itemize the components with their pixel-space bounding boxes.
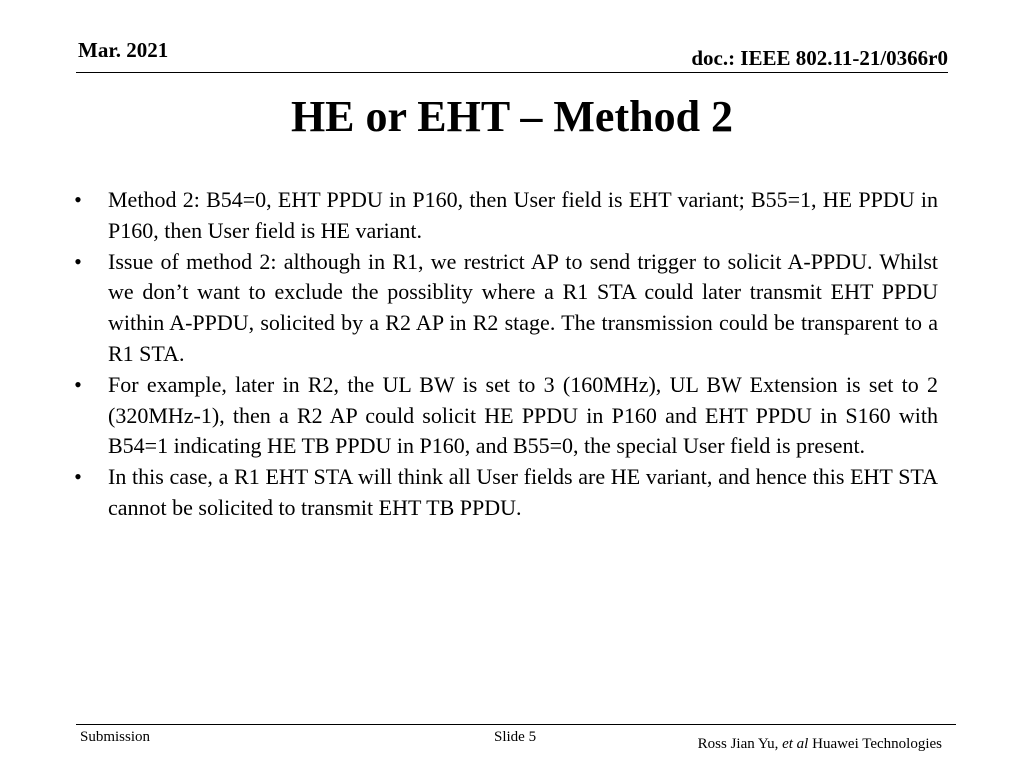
bullet-text: Issue of method 2: although in R1, we restrict AP to send trigger to solicit A-PPDU. Whilst we don’t want to exclude the possiblity where a R1 STA could later transmit EHT PPDU within A-PPDU, solicited by a R2 AP in R2 stage. The transmission could be transparent to a R1 STA. bbox=[108, 248, 938, 366]
bullet-list bbox=[68, 185, 938, 524]
header-document-id: doc.: IEEE 802.11-21/0366r0 bbox=[691, 46, 948, 70]
footer-divider bbox=[76, 724, 956, 725]
bullet-marker: • bbox=[74, 371, 82, 397]
footer-author bbox=[698, 735, 942, 753]
header-date: Mar. 2021 bbox=[78, 38, 169, 62]
footer-author-name: Ross Jian Yu, bbox=[697, 736, 783, 752]
bullet-item bbox=[68, 247, 938, 370]
bullet-marker: • bbox=[74, 248, 82, 274]
bullet-marker: • bbox=[74, 464, 82, 490]
bullet-text: In this case, a R1 EHT STA will think all User fields are HE variant, and hence this EHT STA cannot be solicited to transmit EHT TB PPDU. bbox=[108, 464, 938, 520]
footer-author-org: Huawei Technologies bbox=[808, 736, 942, 752]
bullet-item bbox=[68, 370, 938, 462]
footer-submission: Submission bbox=[80, 729, 151, 745]
slide-title: HE or EHT – Method 2 bbox=[290, 92, 734, 141]
footer-slide-number: Slide 5 bbox=[494, 729, 537, 745]
bullet-text: For example, later in R2, the UL BW is set to 3 (160MHz), UL BW Extension is set to 2 (320MHz-1), then a R2 AP could solicit HE PPDU in P160 and EHT PPDU in S160 with B54=1 indicating HE TB PPDU in P160, and B55=0, the special User field is present. bbox=[108, 371, 938, 459]
bullet-text: Method 2: B54=0, EHT PPDU in P160, then User field is EHT variant; B55=1, HE PPDU in P160, then User field is HE variant. bbox=[108, 187, 938, 243]
header-divider bbox=[76, 72, 948, 73]
bullet-item bbox=[68, 185, 938, 247]
bullet-item bbox=[68, 462, 938, 524]
bullet-marker: • bbox=[74, 187, 82, 212]
footer-author-etal: et al bbox=[782, 736, 809, 752]
